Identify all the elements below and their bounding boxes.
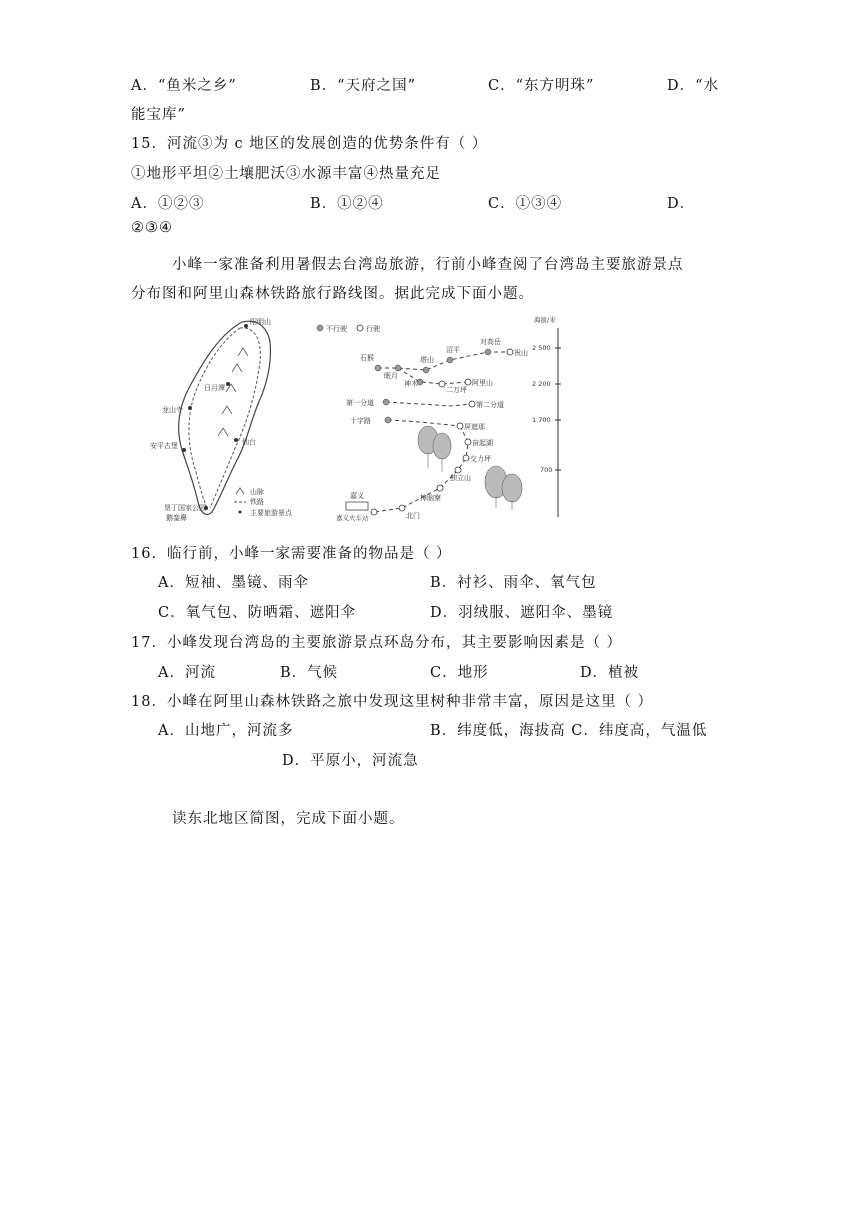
legend-running-label: 行驶 xyxy=(366,325,380,333)
station-label: 北门 xyxy=(406,512,420,520)
station-zhaoping xyxy=(447,357,453,363)
map-label-longshan-temple: 龙山寺 xyxy=(162,406,183,414)
jiayi-station-icon xyxy=(346,502,368,510)
station-diyi xyxy=(383,399,389,405)
station-label: 嘉义火车站 xyxy=(336,514,369,522)
elevation-axis-title: 海拔/米 xyxy=(534,316,556,324)
q15-option-b: B．①②④ xyxy=(310,196,384,212)
station-beimen xyxy=(399,505,405,511)
station-alishan xyxy=(465,379,471,385)
scenic-point-marker xyxy=(182,448,186,452)
q18-stem: 18．小峰在阿里山森林铁路之旅中发现这里树种非常丰富，原因是这里（ ） xyxy=(131,694,654,710)
q15-option-a: A．①②③ xyxy=(131,196,205,212)
station-zhangnaoliao xyxy=(437,485,443,491)
q15-option-d-continued: ②③④ xyxy=(131,220,173,236)
railway-line xyxy=(189,328,260,510)
station-jiaoliping xyxy=(463,455,469,461)
station-shihou xyxy=(375,365,381,371)
map-label-anping-fort: 安平古堡 xyxy=(150,442,178,450)
station-label: 祝山 xyxy=(514,349,528,357)
station-duigaoyue xyxy=(485,349,491,355)
map-label-kenting: 垦丁国家公园 xyxy=(164,504,206,512)
station-shizilu xyxy=(385,417,391,423)
q14-option-d-continued: 能宝库” xyxy=(131,107,186,123)
map-label-eluanbi: 鹅銮鼻 xyxy=(166,514,187,522)
station-pingzhena xyxy=(457,423,463,429)
station-fenqihu xyxy=(465,439,471,445)
intro-line-1: 小峰一家准备利用暑假去台湾岛旅游，行前小峰查阅了台湾岛主要旅游景点 xyxy=(172,257,684,273)
station-label: 第二分道 xyxy=(476,401,504,409)
station-label: 奋起湖 xyxy=(472,439,493,447)
station-label: 屏遮那 xyxy=(464,423,485,431)
legend-not-running-icon xyxy=(317,325,323,331)
elevation-tick: 2 200 xyxy=(532,380,551,388)
q15-stem: 15．河流③为 c 地区的发展创造的优势条件有（ ） xyxy=(131,136,488,152)
station-zhushan xyxy=(507,349,513,355)
station-mianyue xyxy=(395,365,401,371)
station-label: 第一分道 xyxy=(346,399,374,407)
station-label: 交力坪 xyxy=(470,455,491,463)
q16-option-a: A．短袖、墨镜、雨伞 xyxy=(158,575,309,591)
station-label: 樟脑寮 xyxy=(420,494,441,502)
map-label-xiantai: 仙台 xyxy=(242,438,256,446)
station-label: 神木 xyxy=(404,380,418,388)
station-label: 沼平 xyxy=(446,346,460,354)
map-label-yangmingshan: 阳明山 xyxy=(250,318,271,326)
q14-option-c: C．“东方明珠” xyxy=(488,78,595,94)
q17-option-a: A．河流 xyxy=(158,665,216,681)
q17-stem: 17．小峰发现台湾岛的主要旅游景点环岛分布，其主要影响因素是（ ） xyxy=(131,635,623,651)
q16-option-b: B．衬衫、雨伞、氧气包 xyxy=(430,575,597,591)
q14-option-d: D．“水 xyxy=(667,78,720,94)
taiwan-island-outline xyxy=(179,321,271,514)
legend-scenic-icon xyxy=(239,511,242,514)
elevation-axis xyxy=(530,312,570,522)
station-label: 石猴 xyxy=(360,354,374,362)
q18-option-d: D．平原小，河流急 xyxy=(282,753,419,769)
legend-scenic-label: 主要旅游景点 xyxy=(250,509,292,517)
station-label: 二万坪 xyxy=(446,386,467,394)
station-jiayi xyxy=(371,509,377,515)
q15-conditions: ①地形平坦②土壤肥沃③水源丰富④热量充足 xyxy=(131,166,441,182)
q17-option-d: D．植被 xyxy=(580,665,640,681)
station-tashan xyxy=(423,367,429,373)
map-label-sun-moon-lake: 日月潭 xyxy=(204,384,225,392)
scenic-point-marker xyxy=(234,438,238,442)
q18-option-a: A．山地广，河流多 xyxy=(158,723,294,739)
q14-option-b: B．“天府之国” xyxy=(310,78,416,94)
q17-option-c: C．地形 xyxy=(430,665,489,681)
station-erwanping xyxy=(439,381,445,387)
station-label: 阿里山 xyxy=(472,379,493,387)
station-label: 嘉义 xyxy=(350,492,364,500)
elevation-tick: 700 xyxy=(540,466,553,474)
station-label: 独立山 xyxy=(450,474,471,482)
q16-option-d: D．羽绒服、遮阳伞、墨镜 xyxy=(430,605,614,621)
q18-option-b-c: B．纬度低，海拔高 C．纬度高，气温低 xyxy=(430,723,708,739)
legend-mountain-label: 山脉 xyxy=(250,488,264,496)
q15-option-c: C．①③④ xyxy=(488,196,563,212)
q17-option-b: B．气候 xyxy=(280,665,339,681)
legend-mountain-icon xyxy=(236,488,244,494)
station-label: 对高岳 xyxy=(480,338,501,346)
legend-not-running-label: 不行驶 xyxy=(326,325,347,333)
station-label: 眠月 xyxy=(384,372,398,380)
scenic-point-marker xyxy=(244,324,248,328)
station-dier xyxy=(469,401,475,407)
q15-option-d: D． xyxy=(667,196,696,212)
taiwan-map-figure xyxy=(150,312,570,522)
scenic-point-marker xyxy=(188,406,192,410)
q14-option-a: A．“鱼米之乡” xyxy=(131,78,237,94)
station-dulishan xyxy=(455,467,461,473)
station-label: 十字路 xyxy=(350,417,371,425)
legend-railway-label: 铁路 xyxy=(250,498,264,506)
mountain-icon xyxy=(218,348,248,436)
elevation-tick: 1 700 xyxy=(532,416,551,424)
elevation-tick: 2 500 xyxy=(532,344,551,352)
intro-line-2: 分布图和阿里山森林铁路旅行路线图。据此完成下面小题。 xyxy=(131,286,534,302)
scenic-point-marker xyxy=(226,382,230,386)
q16-option-c: C．氧气包、防晒霜、遮阳伞 xyxy=(158,605,357,621)
intro2: 读东北地区简图，完成下面小题。 xyxy=(172,811,405,827)
station-label: 塔山 xyxy=(420,356,434,364)
q16-stem: 16．临行前，小峰一家需要准备的物品是（ ） xyxy=(131,546,452,562)
legend-running-icon xyxy=(357,325,363,331)
